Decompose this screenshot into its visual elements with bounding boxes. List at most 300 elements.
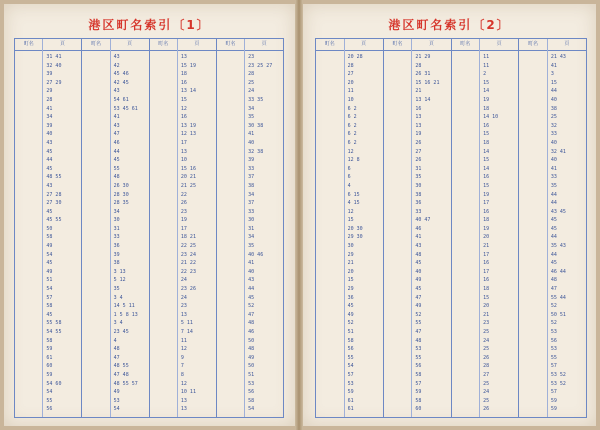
town-name-cell bbox=[217, 388, 244, 397]
page-number-cell: 53 bbox=[415, 346, 422, 353]
column-header: 町名 bbox=[15, 39, 42, 51]
town-name-cell bbox=[217, 251, 244, 260]
page-number-cell: 19 bbox=[483, 225, 490, 232]
page-number-cell: 16 bbox=[483, 208, 490, 215]
town-name-cell bbox=[150, 311, 177, 320]
town-name-cell bbox=[452, 380, 480, 389]
page-number-cell: 45 46 bbox=[113, 71, 129, 78]
page-number-cell: 20 21 bbox=[180, 174, 196, 181]
town-name-cell bbox=[519, 328, 547, 337]
page-number-cell: 13 bbox=[180, 54, 187, 60]
page-number-cell: 45 bbox=[248, 294, 255, 301]
page-number-cell: 3 4 bbox=[113, 294, 123, 301]
town-name-cell bbox=[316, 139, 344, 148]
town-name-cell bbox=[452, 139, 480, 148]
page-number-cell: 13 14 bbox=[415, 96, 431, 103]
page-number-cell: 27 30 bbox=[46, 200, 62, 207]
page-number-cell: 31 bbox=[113, 225, 120, 232]
town-name-cell bbox=[15, 156, 42, 165]
page-number-cell: 4 15 bbox=[347, 200, 360, 207]
page-number-cell: 25 bbox=[248, 79, 255, 86]
page-number-cell: 55 bbox=[415, 320, 422, 327]
page-number-cell: 29 bbox=[347, 251, 354, 258]
page-number-cell: 23 bbox=[180, 303, 187, 310]
page-number-cell: 28 bbox=[483, 363, 490, 370]
page-number-cell: 35 bbox=[415, 174, 422, 181]
page-number-cell: 47 bbox=[113, 354, 120, 361]
page-number-cell: 16 bbox=[180, 79, 187, 86]
page-number-cell: 33 bbox=[113, 234, 120, 241]
town-name-cell bbox=[217, 268, 244, 277]
page-number-cell: 40 bbox=[550, 139, 557, 146]
town-name-cell bbox=[217, 87, 244, 96]
page-number-cell: 2 bbox=[483, 71, 487, 78]
town-name-cell bbox=[452, 285, 480, 294]
page-number-cell: 59 bbox=[550, 397, 557, 404]
town-name-cell bbox=[384, 130, 412, 139]
town-name-cell bbox=[15, 96, 42, 105]
page-number-cell: 30 bbox=[415, 182, 422, 189]
town-name-cell bbox=[384, 371, 412, 380]
town-name-cell bbox=[15, 388, 42, 397]
page-number-cell: 38 bbox=[550, 105, 557, 112]
column-header: 町名 bbox=[452, 39, 480, 51]
column-header: 頁 bbox=[178, 39, 216, 51]
page-number-cell: 48 bbox=[113, 174, 120, 181]
town-name-cell bbox=[519, 139, 547, 148]
town-name-cell bbox=[384, 242, 412, 251]
right-page bbox=[303, 4, 596, 426]
page-number-cell: 44 bbox=[113, 148, 120, 155]
page-number-cell: 6 2 bbox=[347, 131, 357, 138]
town-name-cell bbox=[150, 328, 177, 337]
page-number-cell: 41 bbox=[46, 105, 53, 112]
page-number-cell: 23 26 bbox=[180, 286, 196, 293]
page-number-cell: 43 bbox=[248, 277, 255, 284]
left-page bbox=[4, 4, 295, 426]
town-name-cell bbox=[150, 371, 177, 380]
page-number-cell: 45 bbox=[46, 311, 53, 318]
town-name-cell bbox=[452, 62, 480, 71]
town-name-cell bbox=[384, 199, 412, 208]
town-name-cell bbox=[217, 345, 244, 354]
page-number-cell: 49 bbox=[46, 268, 53, 275]
town-name-cell bbox=[217, 53, 244, 62]
page-number-cell: 48 bbox=[415, 251, 422, 258]
page-number-cell: 61 bbox=[347, 406, 354, 413]
town-name-cell bbox=[82, 199, 109, 208]
page-number-cell: 47 bbox=[415, 294, 422, 301]
page-number-cell: 6 2 bbox=[347, 139, 357, 146]
town-name-cell bbox=[15, 259, 42, 268]
town-name-cell bbox=[384, 79, 412, 88]
page-number-cell: 16 bbox=[483, 277, 490, 284]
page-number-cell: 15 bbox=[180, 96, 187, 103]
page-number-cell: 61 bbox=[46, 354, 53, 361]
page-number-cell: 45 bbox=[46, 260, 53, 267]
town-name-cell bbox=[15, 139, 42, 148]
town-name-cell bbox=[82, 311, 109, 320]
town-name-cell bbox=[316, 96, 344, 105]
town-name-cell bbox=[217, 405, 244, 414]
page-number-cell: 13 bbox=[180, 311, 187, 318]
page-number-cell: 14 bbox=[483, 165, 490, 172]
town-name-cell bbox=[217, 397, 244, 406]
town-name-cell bbox=[519, 96, 547, 105]
page-number-cell: 40 bbox=[46, 131, 53, 138]
town-name-cell bbox=[217, 371, 244, 380]
town-name-cell bbox=[316, 70, 344, 79]
page-number-cell: 31 41 bbox=[46, 54, 62, 60]
page-number-cell: 23 bbox=[248, 54, 255, 60]
page-number-cell: 44 bbox=[46, 157, 53, 164]
town-name-cell bbox=[452, 354, 480, 363]
page-number-cell: 53 45 61 bbox=[113, 105, 138, 112]
town-name-cell bbox=[519, 79, 547, 88]
town-name-cell bbox=[452, 319, 480, 328]
page-number-cell: 53 bbox=[550, 346, 557, 353]
town-name-cell bbox=[15, 87, 42, 96]
page-number-cell: 58 bbox=[46, 234, 53, 241]
page-number-cell: 18 bbox=[180, 71, 187, 78]
town-name-cell bbox=[15, 130, 42, 139]
town-name-cell bbox=[452, 311, 480, 320]
page-number-cell: 15 bbox=[483, 79, 490, 86]
town-name-cell bbox=[217, 105, 244, 114]
page-number-cell: 18 21 bbox=[180, 234, 196, 241]
town-name-cell bbox=[519, 191, 547, 200]
book-gutter bbox=[295, 0, 303, 430]
town-name-cell bbox=[519, 199, 547, 208]
page-number-cell: 22 23 bbox=[180, 268, 196, 275]
page-number-cell: 54 bbox=[46, 251, 53, 258]
page-number-cell: 43 bbox=[46, 139, 53, 146]
page-number-cell: 45 bbox=[347, 303, 354, 310]
page-number-cell: 6 bbox=[347, 174, 351, 181]
page-number-cell: 47 bbox=[113, 131, 120, 138]
index-column-group bbox=[217, 39, 283, 417]
page-number-cell: 33 35 bbox=[248, 96, 264, 103]
town-name-cell bbox=[150, 62, 177, 71]
town-name-cell bbox=[316, 122, 344, 131]
town-name-cell bbox=[150, 216, 177, 225]
page-number-cell: 23 45 bbox=[113, 329, 129, 335]
page-number-cell: 18 bbox=[483, 286, 490, 293]
town-name-cell bbox=[384, 165, 412, 174]
town-name-cell bbox=[384, 62, 412, 71]
town-name-cell bbox=[15, 294, 42, 303]
town-name-cell bbox=[82, 87, 109, 96]
page-number-cell: 43 bbox=[113, 88, 120, 95]
page-number-cell: 26 31 bbox=[415, 71, 431, 78]
town-name-cell bbox=[384, 105, 412, 114]
page-number-cell: 55 bbox=[347, 354, 354, 361]
town-name-cell bbox=[384, 362, 412, 371]
page-number-cell: 36 bbox=[113, 243, 120, 250]
page-number-cell: 54 bbox=[347, 363, 354, 370]
page-number-cell: 49 bbox=[113, 389, 120, 396]
page-number-cell: 33 bbox=[248, 165, 255, 172]
town-name-cell bbox=[519, 380, 547, 389]
column-header: 頁 bbox=[111, 39, 149, 51]
town-name-cell bbox=[15, 371, 42, 380]
page-number-cell: 17 bbox=[180, 225, 187, 232]
town-name-cell bbox=[316, 62, 344, 71]
town-name-cell bbox=[217, 208, 244, 217]
page-number-cell: 35 bbox=[113, 286, 120, 293]
page-number-cell: 55 bbox=[550, 354, 557, 361]
page-number-cell: 12 bbox=[347, 208, 354, 215]
town-name-cell bbox=[150, 87, 177, 96]
page-number-cell: 48 bbox=[415, 337, 422, 344]
town-name-cell bbox=[452, 345, 480, 354]
page-number-cell: 17 bbox=[180, 139, 187, 146]
page-number-cell: 56 bbox=[46, 406, 53, 413]
page-number-column bbox=[178, 39, 216, 417]
town-name-cell bbox=[15, 165, 42, 174]
index-column-group bbox=[519, 39, 586, 417]
page-number-cell: 28 35 bbox=[113, 200, 129, 207]
town-name-column bbox=[82, 39, 110, 417]
town-name-cell bbox=[82, 242, 109, 251]
page-number-cell: 52 bbox=[248, 303, 255, 310]
page-number-cell: 48 bbox=[248, 320, 255, 327]
town-name-cell bbox=[82, 362, 109, 371]
town-name-cell bbox=[150, 208, 177, 217]
town-name-cell bbox=[519, 397, 547, 406]
page-number-cell: 29 bbox=[347, 286, 354, 293]
page-number-cell: 34 bbox=[113, 208, 120, 215]
town-name-cell bbox=[217, 199, 244, 208]
page-number-cell: 41 bbox=[550, 62, 557, 69]
page-number-cell: 43 bbox=[113, 54, 120, 60]
town-name-cell bbox=[217, 259, 244, 268]
page-number-cell: 22 bbox=[180, 191, 187, 198]
town-name-cell bbox=[519, 371, 547, 380]
town-name-cell bbox=[519, 165, 547, 174]
town-name-cell bbox=[519, 319, 547, 328]
town-name-cell bbox=[316, 337, 344, 346]
town-name-cell bbox=[316, 405, 344, 414]
page-number-cell: 45 bbox=[113, 157, 120, 164]
town-name-cell bbox=[384, 70, 412, 79]
town-name-cell bbox=[82, 285, 109, 294]
page-number-cell: 6 2 bbox=[347, 122, 357, 129]
town-name-cell bbox=[82, 62, 109, 71]
page-number-column bbox=[412, 39, 450, 417]
town-name-cell bbox=[452, 105, 480, 114]
town-name-cell bbox=[316, 354, 344, 363]
page-number-cell: 20 30 bbox=[347, 225, 363, 232]
town-name-cell bbox=[82, 53, 109, 62]
town-name-cell bbox=[452, 182, 480, 191]
town-name-cell bbox=[217, 130, 244, 139]
page-number-cell: 26 30 bbox=[113, 182, 129, 189]
town-name-cell bbox=[519, 354, 547, 363]
town-name-cell bbox=[150, 259, 177, 268]
page-number-cell: 25 bbox=[483, 346, 490, 353]
town-name-cell bbox=[15, 62, 42, 71]
town-name-cell bbox=[519, 208, 547, 217]
town-name-cell bbox=[82, 139, 109, 148]
page-number-cell: 24 bbox=[248, 88, 255, 95]
page-number-cell: 4 bbox=[113, 337, 117, 344]
town-name-cell bbox=[82, 148, 109, 157]
page-number-cell: 23 bbox=[180, 208, 187, 215]
town-name-cell bbox=[316, 268, 344, 277]
page-number-cell: 40 47 bbox=[415, 217, 431, 224]
page-number-cell: 17 bbox=[483, 268, 490, 275]
page-number-cell: 33 bbox=[550, 131, 557, 138]
page-number-cell: 52 bbox=[550, 303, 557, 310]
town-name-cell bbox=[150, 380, 177, 389]
town-name-cell bbox=[217, 79, 244, 88]
page-number-cell: 18 bbox=[483, 139, 490, 146]
page-number-cell: 56 bbox=[415, 363, 422, 370]
column-header: 町名 bbox=[82, 39, 109, 51]
page-number-cell: 51 bbox=[347, 329, 354, 335]
page-number-cell: 16 bbox=[415, 105, 422, 112]
page-number-cell: 40 46 bbox=[248, 251, 264, 258]
page-number-cell: 41 bbox=[248, 131, 255, 138]
town-name-cell bbox=[452, 208, 480, 217]
page-number-cell: 16 bbox=[180, 114, 187, 121]
page-number-cell: 45 bbox=[415, 260, 422, 267]
town-name-cell bbox=[217, 242, 244, 251]
town-name-cell bbox=[452, 388, 480, 397]
town-name-cell bbox=[519, 251, 547, 260]
page-number-cell: 40 bbox=[248, 139, 255, 146]
town-name-cell bbox=[150, 388, 177, 397]
town-name-cell bbox=[217, 276, 244, 285]
town-name-column bbox=[15, 39, 43, 417]
column-header: 町名 bbox=[217, 39, 244, 51]
town-name-cell bbox=[217, 233, 244, 242]
town-name-cell bbox=[452, 268, 480, 277]
town-name-cell bbox=[519, 345, 547, 354]
town-name-cell bbox=[150, 191, 177, 200]
town-name-cell bbox=[15, 53, 42, 62]
town-name-cell bbox=[316, 294, 344, 303]
page-number-cell: 19 bbox=[180, 217, 187, 224]
page-number-cell: 54 55 bbox=[46, 329, 62, 335]
town-name-cell bbox=[384, 354, 412, 363]
town-name-cell bbox=[384, 96, 412, 105]
town-name-column bbox=[150, 39, 178, 417]
page-number-cell: 14 bbox=[483, 148, 490, 155]
town-name-cell bbox=[384, 182, 412, 191]
page-number-cell: 44 bbox=[550, 234, 557, 241]
page-number-cell: 13 bbox=[180, 148, 187, 155]
page-number-cell: 13 bbox=[415, 122, 422, 129]
page-number-cell: 43 bbox=[46, 182, 53, 189]
town-name-cell bbox=[519, 156, 547, 165]
town-name-cell bbox=[316, 208, 344, 217]
town-name-cell bbox=[82, 113, 109, 122]
town-name-cell bbox=[519, 362, 547, 371]
town-name-cell bbox=[150, 70, 177, 79]
page-number-cell: 21 29 bbox=[415, 54, 431, 60]
page-number-cell: 32 40 bbox=[46, 62, 62, 69]
index-column-group bbox=[384, 39, 452, 417]
town-name-cell bbox=[15, 70, 42, 79]
town-name-cell bbox=[217, 156, 244, 165]
page-number-cell: 19 bbox=[415, 131, 422, 138]
page-number-cell: 58 bbox=[46, 303, 53, 310]
town-name-cell bbox=[519, 233, 547, 242]
town-name-cell bbox=[519, 113, 547, 122]
page-number-cell: 15 bbox=[550, 79, 557, 86]
column-header: 頁 bbox=[245, 39, 283, 51]
town-name-cell bbox=[519, 130, 547, 139]
page-number-cell: 44 bbox=[550, 191, 557, 198]
page-number-cell: 55 44 bbox=[550, 294, 566, 301]
page-number-cell: 51 bbox=[248, 371, 255, 378]
town-name-cell bbox=[384, 251, 412, 260]
page-number-cell: 53 52 bbox=[550, 380, 566, 387]
page-number-column bbox=[245, 39, 283, 417]
town-name-cell bbox=[150, 199, 177, 208]
page-number-cell: 35 bbox=[248, 243, 255, 250]
page-number-cell: 52 bbox=[415, 311, 422, 318]
town-name-column bbox=[452, 39, 481, 417]
page-number-cell: 33 bbox=[248, 208, 255, 215]
town-name-cell bbox=[452, 259, 480, 268]
town-name-cell bbox=[15, 182, 42, 191]
town-name-cell bbox=[150, 285, 177, 294]
town-name-cell bbox=[217, 311, 244, 320]
town-name-cell bbox=[150, 319, 177, 328]
town-name-cell bbox=[452, 122, 480, 131]
page-number-cell: 55 bbox=[46, 397, 53, 404]
town-name-cell bbox=[384, 294, 412, 303]
town-name-cell bbox=[316, 345, 344, 354]
town-name-cell bbox=[150, 173, 177, 182]
page-number-cell: 19 bbox=[483, 191, 490, 198]
page-number-cell: 45 bbox=[550, 260, 557, 267]
page-number-cell: 49 bbox=[415, 303, 422, 310]
page-number-cell: 35 bbox=[248, 114, 255, 121]
page-number-cell: 56 bbox=[550, 337, 557, 344]
town-name-cell bbox=[519, 294, 547, 303]
town-name-cell bbox=[82, 397, 109, 406]
town-name-cell bbox=[316, 233, 344, 242]
page-number-cell: 34 bbox=[46, 114, 53, 121]
column-header: 頁 bbox=[345, 39, 383, 51]
town-name-cell bbox=[150, 405, 177, 414]
town-name-cell bbox=[150, 53, 177, 62]
page-number-cell: 38 bbox=[415, 191, 422, 198]
town-name-cell bbox=[384, 285, 412, 294]
town-name-column bbox=[217, 39, 245, 417]
town-name-cell bbox=[82, 354, 109, 363]
column-header: 町名 bbox=[384, 39, 412, 51]
town-name-column bbox=[519, 39, 548, 417]
town-name-cell bbox=[150, 354, 177, 363]
column-header: 頁 bbox=[43, 39, 81, 51]
page-number-cell: 43 bbox=[113, 122, 120, 129]
town-name-cell bbox=[316, 191, 344, 200]
page-number-cell: 39 bbox=[46, 71, 53, 78]
town-name-cell bbox=[217, 294, 244, 303]
town-name-cell bbox=[452, 328, 480, 337]
page-number-cell: 50 bbox=[248, 363, 255, 370]
town-name-cell bbox=[316, 216, 344, 225]
column-header: 町名 bbox=[519, 39, 547, 51]
town-name-cell bbox=[384, 302, 412, 311]
town-name-cell bbox=[150, 105, 177, 114]
town-name-cell bbox=[384, 328, 412, 337]
